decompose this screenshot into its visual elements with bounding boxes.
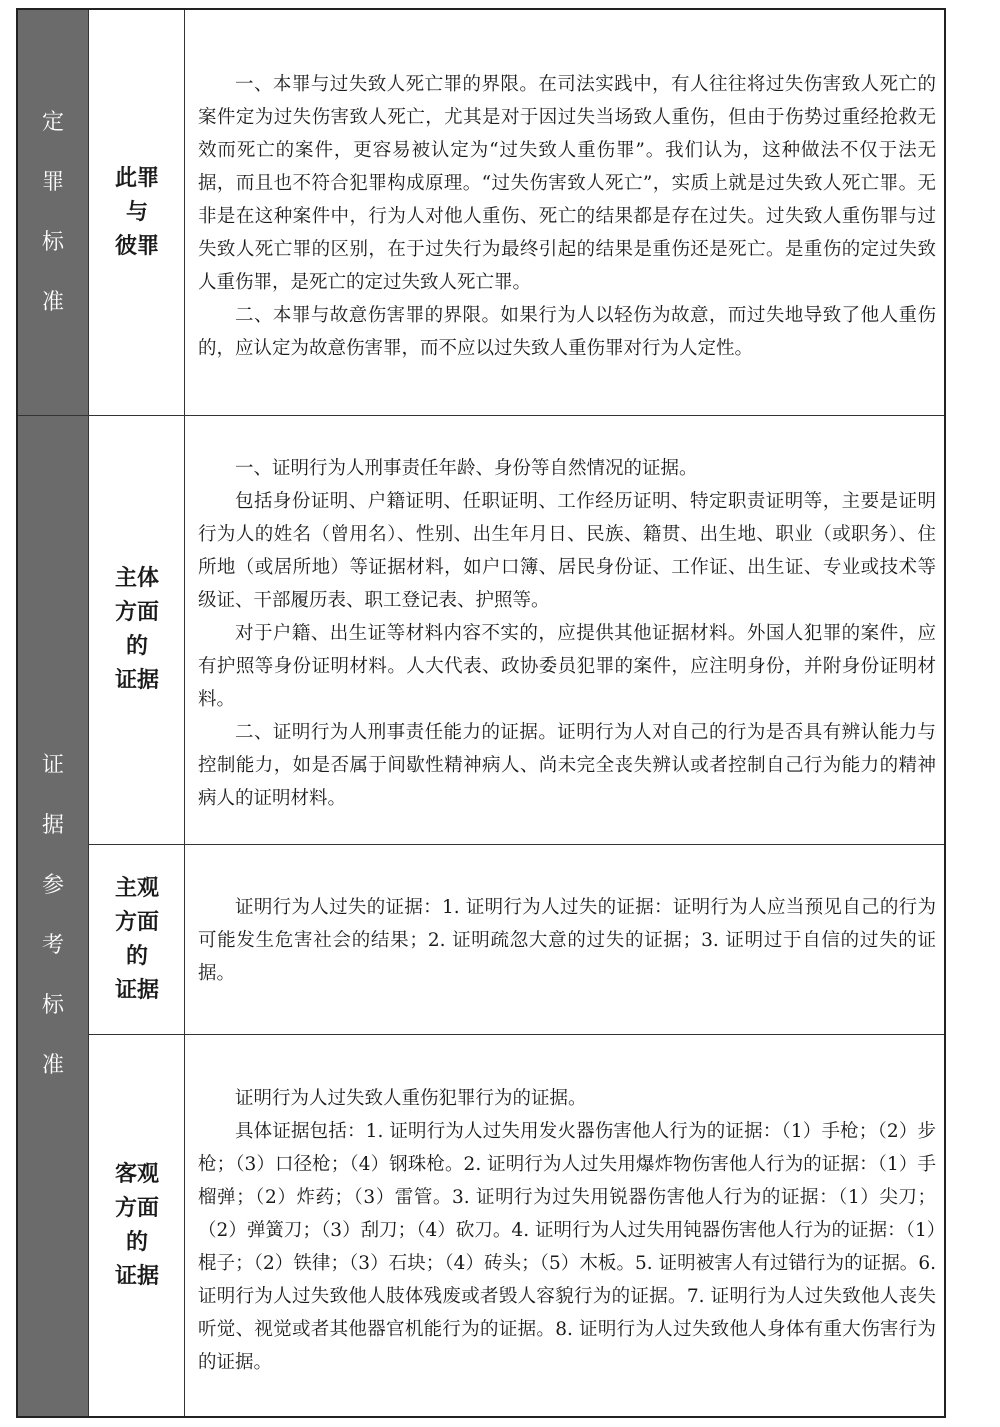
paragraph: 一、本罪与过失致人死亡罪的界限。在司法实践中，有人往往将过失伤害致人死亡的案件定为过失伤害致人死亡，尤其是对于因过失当场致人重伤，但由于伤势过重经抢救无效而死亡的案件，更容易被认定为“过失致人重伤罪”。我们认为，这种做法不仅于法无据，而且也不符合犯罪构成原理。“过失伤害致人死亡”，实质上就是过失致人死亡罪。无非是在这种案件中，行为人对他人重伤、死亡的结果都是存在过失。过失致人重伤罪与过失致人死亡罪的区别，在于过失行为最终引起的结果是重伤还是死亡。是重伤的定过失致人重伤罪，是死亡的定过失致人死亡罪。 bbox=[198, 74, 936, 293]
section-char: 证 bbox=[41, 753, 64, 778]
paragraph: 证明行为人过失的证据：1. 证明行为人过失的证据：证明行为人应当预见自己的行为可能发生危害社会的结果；2. 证明疏忽大意的过失的证据；3. 证明过于自信的过失的证据。 bbox=[198, 896, 936, 984]
row-label-line: 主体 bbox=[114, 566, 159, 591]
section-char: 定 bbox=[41, 109, 64, 135]
column-divider bbox=[184, 10, 185, 1416]
paragraph: 一、证明行为人刑事责任年龄、身份等自然情况的证据。 bbox=[235, 457, 698, 479]
section-char: 标 bbox=[41, 993, 64, 1018]
paragraph: 包括身份证明、户籍证明、任职证明、工作经历证明、特定职责证明等，主要是证明行为人的姓名（曾用名）、性别、出生年月日、民族、籍贯、出生地、职业（或职务）、住所地（或居所地）等证据材料，如户口簿、居民身份证、工作证、出生证、专业或技术等级证、干部履历表、职工登记表、护照等。 bbox=[198, 490, 936, 611]
section-char: 参 bbox=[41, 873, 64, 898]
paragraph: 二、证明行为人刑事责任能力的证据。证明行为人对自己的行为是否具有辨认能力与控制能力，如是否属于间歇性精神病人、尚未完全丧失辨认或者控制自己行为能力的精神病人的证明材料。 bbox=[198, 721, 936, 809]
row-label-line: 的 bbox=[125, 1229, 148, 1255]
row-label-line: 客观 bbox=[114, 1161, 159, 1187]
section-char: 据 bbox=[41, 813, 64, 838]
row-label-line: 此罪 bbox=[114, 165, 159, 191]
row-content bbox=[198, 1070, 936, 1390]
row-label bbox=[90, 416, 184, 844]
row-label bbox=[90, 1035, 184, 1416]
row-label-line: 方面 bbox=[114, 1195, 159, 1221]
row-label-line: 证据 bbox=[114, 977, 159, 1003]
row-label bbox=[90, 845, 184, 1034]
section-char: 标 bbox=[41, 229, 64, 255]
row-label-line: 的 bbox=[125, 634, 148, 659]
column-divider bbox=[88, 10, 89, 1416]
row-divider bbox=[88, 1034, 944, 1035]
paragraph: 二、本罪与故意伤害罪的界限。如果行为人以轻伤为故意，而过失地导致了他人重伤的，应认定为故意伤害罪，而不应以过失致人重伤罪对行为人定性。 bbox=[198, 305, 936, 359]
paragraph: 证明行为人过失致人重伤犯罪行为的证据。 bbox=[235, 1087, 587, 1109]
row-label-line: 主观 bbox=[114, 875, 159, 901]
section-label-dingzui bbox=[18, 10, 88, 415]
criteria-table bbox=[16, 8, 946, 1418]
row-content bbox=[198, 44, 936, 389]
section-char: 罪 bbox=[41, 169, 64, 195]
section-char: 准 bbox=[41, 289, 64, 315]
row-content bbox=[198, 880, 936, 1000]
paragraph: 对于户籍、出生证等材料内容不实的，应提供其他证据材料。外国人犯罪的案件，应有护照等身份证明材料。人大代表、政协委员犯罪的案件，应注明身份，并附身份证明材料。 bbox=[198, 622, 936, 710]
row-label-line: 方面 bbox=[114, 909, 159, 935]
section-char: 考 bbox=[41, 933, 64, 958]
paragraph: 具体证据包括：1. 证明行为人过失用发火器伤害他人行为的证据：（1）手枪；（2）步枪；（3）口径枪；（4）钢珠枪。2. 证明行为人过失用爆炸物伤害他人行为的证据：（1）手榴弹；（2）炸药；（3）雷管。3. 证明行为过失用锐器伤害他人行为的证据：（1）尖刀；（2）弹簧刀；（3）刮刀；（4）砍刀。4. 证明行为人过失用钝器伤害他人行为的证据：（1）棍子；（2）铁律；（3）石块；（4）砖头；（5）木板。5. 证明被害人有过错行为的证据。6. 证明行为人过失致他人肢体残废或者毁人容貌行为的证据。7. 证明行为人过失致他人丧失听觉、视觉或者其他器官机能行为的证据。8. 证明行为人过失致他人身体有重大伤害行为的证据。 bbox=[198, 1120, 936, 1373]
row-label-line: 证据 bbox=[114, 668, 159, 693]
section-char: 准 bbox=[41, 1053, 64, 1078]
row-label-line: 与 bbox=[125, 199, 148, 225]
row-label-line: 的 bbox=[125, 943, 148, 969]
row-label-line: 彼罪 bbox=[114, 233, 159, 259]
row-divider bbox=[88, 844, 944, 845]
row-label-line: 证据 bbox=[114, 1263, 159, 1289]
row-label-line: 方面 bbox=[114, 600, 159, 625]
section-label-zhengju bbox=[18, 416, 88, 1416]
row-label bbox=[90, 10, 184, 415]
row-content bbox=[198, 450, 936, 816]
